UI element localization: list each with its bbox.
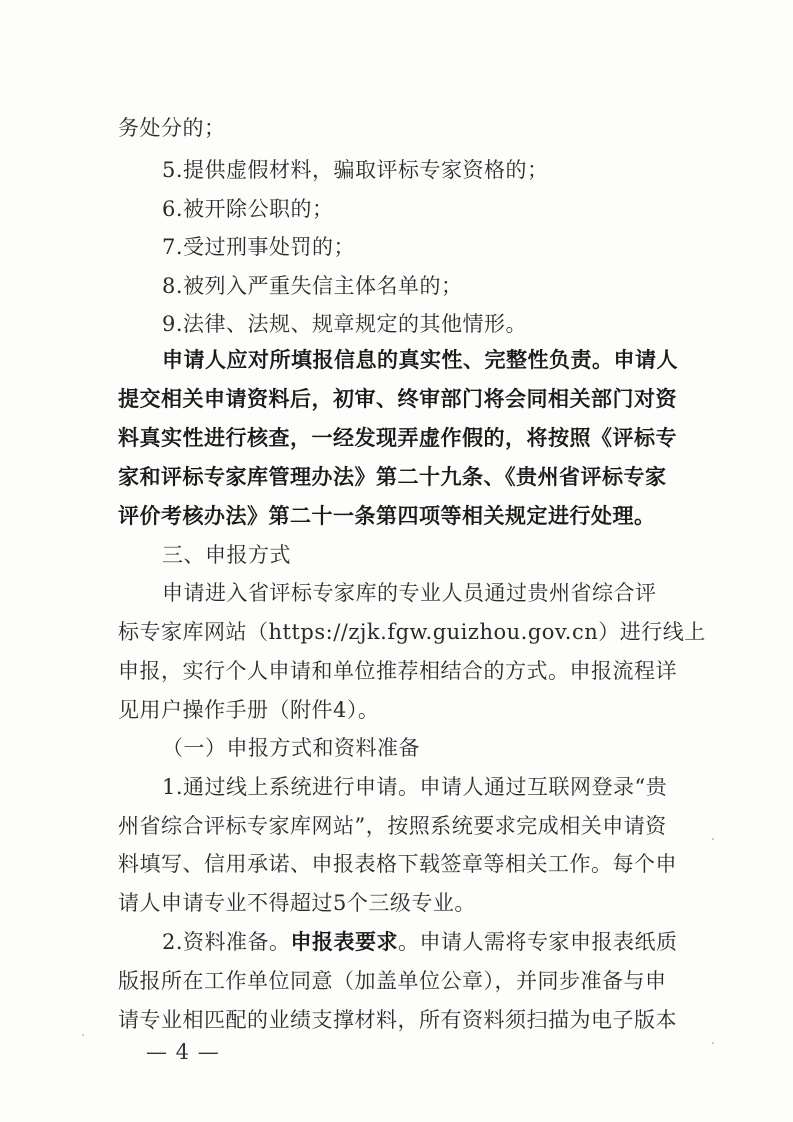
page-number: — 4 — — [146, 1040, 220, 1064]
text-line: （一）申报方式和资料准备 — [162, 736, 420, 760]
text-line: 7.受过刑事处罚的； — [162, 235, 356, 259]
text-line: 申报，实行个人申请和单位推荐相结合的方式。申报流程详 — [118, 659, 677, 683]
scan-speck — [712, 1042, 714, 1044]
text-line: 1.通过线上系统进行申请。申请人通过互联网登录“贵 — [162, 775, 668, 799]
text-line: 州省综合评标专家库网站”，按照系统要求完成相关申请资 — [118, 814, 667, 838]
text-line: 8.被列入严重失信主体名单的； — [162, 274, 463, 298]
text-line: 家和评标专家库管理办法》第二十九条、《贵州省评标专家 — [118, 464, 667, 489]
text-line: 提交相关申请资料后，初审、终审部门将会同相关部门对资 — [118, 386, 677, 411]
text-line: 6.被开除公职的； — [162, 197, 334, 221]
text-line: 料填写、信用承诺、申报表格下载签章等相关工作。每个申 — [118, 852, 677, 876]
text-line — [162, 927, 678, 957]
bold-run: 申报表要求 — [290, 929, 399, 954]
text-line: 申请人应对所填报信息的真实性、完整性负责。申请人 — [162, 347, 678, 372]
text-line: 料真实性进行核查，一经发现弄虚作假的，将按照《评标专 — [118, 425, 677, 450]
text-line: 请人申请专业不得超过5个三级专业。 — [118, 891, 476, 915]
text-line: 务处分的； — [118, 116, 226, 140]
text-line: 标专家库网站（https://zjk.fgw.guizhou.gov.cn）进行线上 — [118, 620, 706, 644]
text-line: 9.法律、法规、规章规定的其他情形。 — [162, 312, 528, 336]
text-line: 请专业相匹配的业绩支撑材料，所有资料须扫描为电子版本 — [118, 1008, 677, 1032]
text-line: 评价考核办法》第二十一条第四项等相关规定进行处理。 — [118, 503, 656, 528]
scan-speck — [712, 838, 714, 840]
text-run: 。申请人需将专家申报表纸质 — [398, 930, 678, 954]
scan-speck — [82, 1034, 84, 1036]
text-line: 5.提供虚假材料，骗取评标专家资格的； — [162, 158, 549, 182]
text-run: 2.资料准备。 — [162, 930, 291, 954]
text-line: 三、申报方式 — [162, 543, 291, 567]
text-line: 见用户操作手册（附件4）。 — [118, 698, 380, 722]
text-line: 版报所在工作单位同意（加盖单位公章），并同步准备与申 — [118, 969, 667, 993]
text-line: 申请进入省评标专家库的专业人员通过贵州省综合评 — [162, 581, 657, 605]
